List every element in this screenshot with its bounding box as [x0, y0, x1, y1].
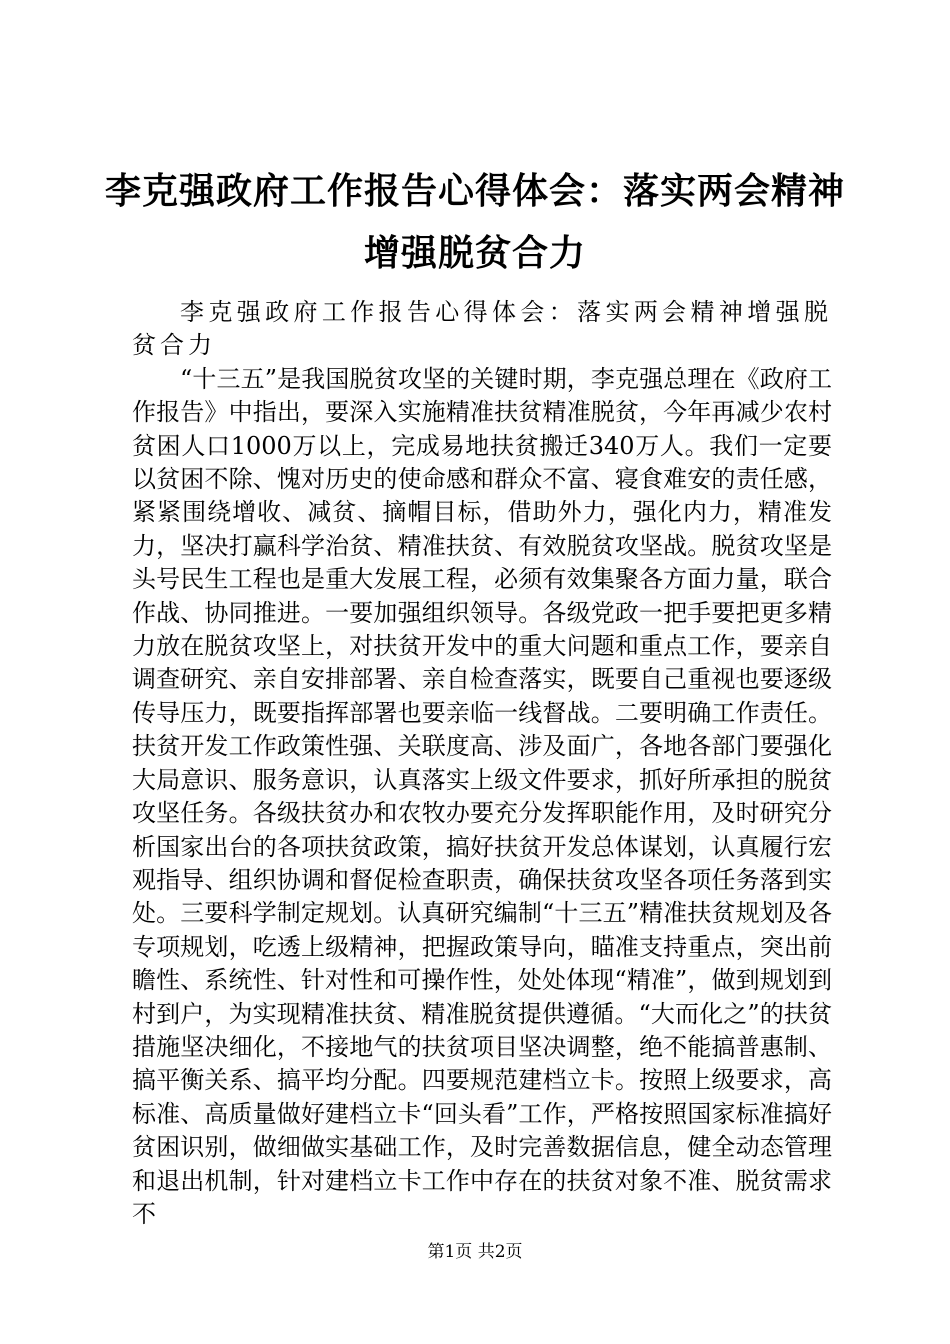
body-paragraph: “十三五”是我国脱贫攻坚的关键时期，李克强总理在《政府工作报告》中指出，要深入实施精准扶贫精准脱贫，今年再减少农村贫困人口1000万以上，完成易地扶贫搬迁340万人。我们一定要以贫困不除、愧对历史的使命感和群众不富、寝食难安的责任感，紧紧围绕增收、减贫、摘帽目标，借助外力，强化内力，精准发力，坚决打赢科学治贫、精准扶贫、有效脱贫攻坚战。脱贫攻坚是头号民生工程也是重大发展工程，必须有效集聚各方面力量，联合作战、协同推进。一要加强组织领导。各级党政一把手要把更多精力放在脱贫攻坚上，对扶贫开发中的重大问题和重点工作，要亲自调查研究、亲自安排部署、亲自检查落实，既要自己重视也要逐级传导压力，既要指挥部署也要亲临一线督战。二要明确工作责任。扶贫开发工作政策性强、关联度高、涉及面广，各地各部门要强化大局意识、服务意识，认真落实上级文件要求，抓好所承担的脱贫攻坚任务。各级扶贫办和农牧办要充分发挥职能作用，及时研究分析国家出台的各项扶贫政策，搞好扶贫开发总体谋划，认真履行宏观指导、组织协调和督促检查职责，确保扶贫攻坚各项任务落到实处。三要科学制定规划。认真研究编制“十三五”精准扶贫规划及各专项规划，吃透上级精神，把握政策导向，瞄准支持重点，突出前瞻性、系统性、针对性和可操作性，处处体现“精准”，做到规划到村到户，为实现精准扶贫、精准脱贫提供遵循。“大而化之”的扶贫措施坚决细化，不接地气的扶贫项目坚决调整，绝不能搞普惠制、搞平衡关系、搞平均分配。四要规范建档立卡。按照上级要求，高标准、高质量做好建档立卡“回头看”工作，严格按照国家标准搞好贫困识别，做细做实基础工作，及时完善数据信息，健全动态管理和退出机制，针对建档立卡工作中存在的扶贫对象不准、脱贫需求不	[132, 364, 832, 1228]
page-footer: 第1页 共2页	[427, 1242, 523, 1262]
document-body	[132, 296, 832, 1231]
title-line-2: 增强脱贫合力	[363, 232, 586, 274]
title-line-1: 李克强政府工作报告心得体会：落实两会精神	[104, 170, 845, 212]
document-title	[100, 160, 850, 284]
subheading-paragraph: 李克强政府工作报告心得体会：落实两会精神增强脱贫合力	[132, 298, 832, 360]
